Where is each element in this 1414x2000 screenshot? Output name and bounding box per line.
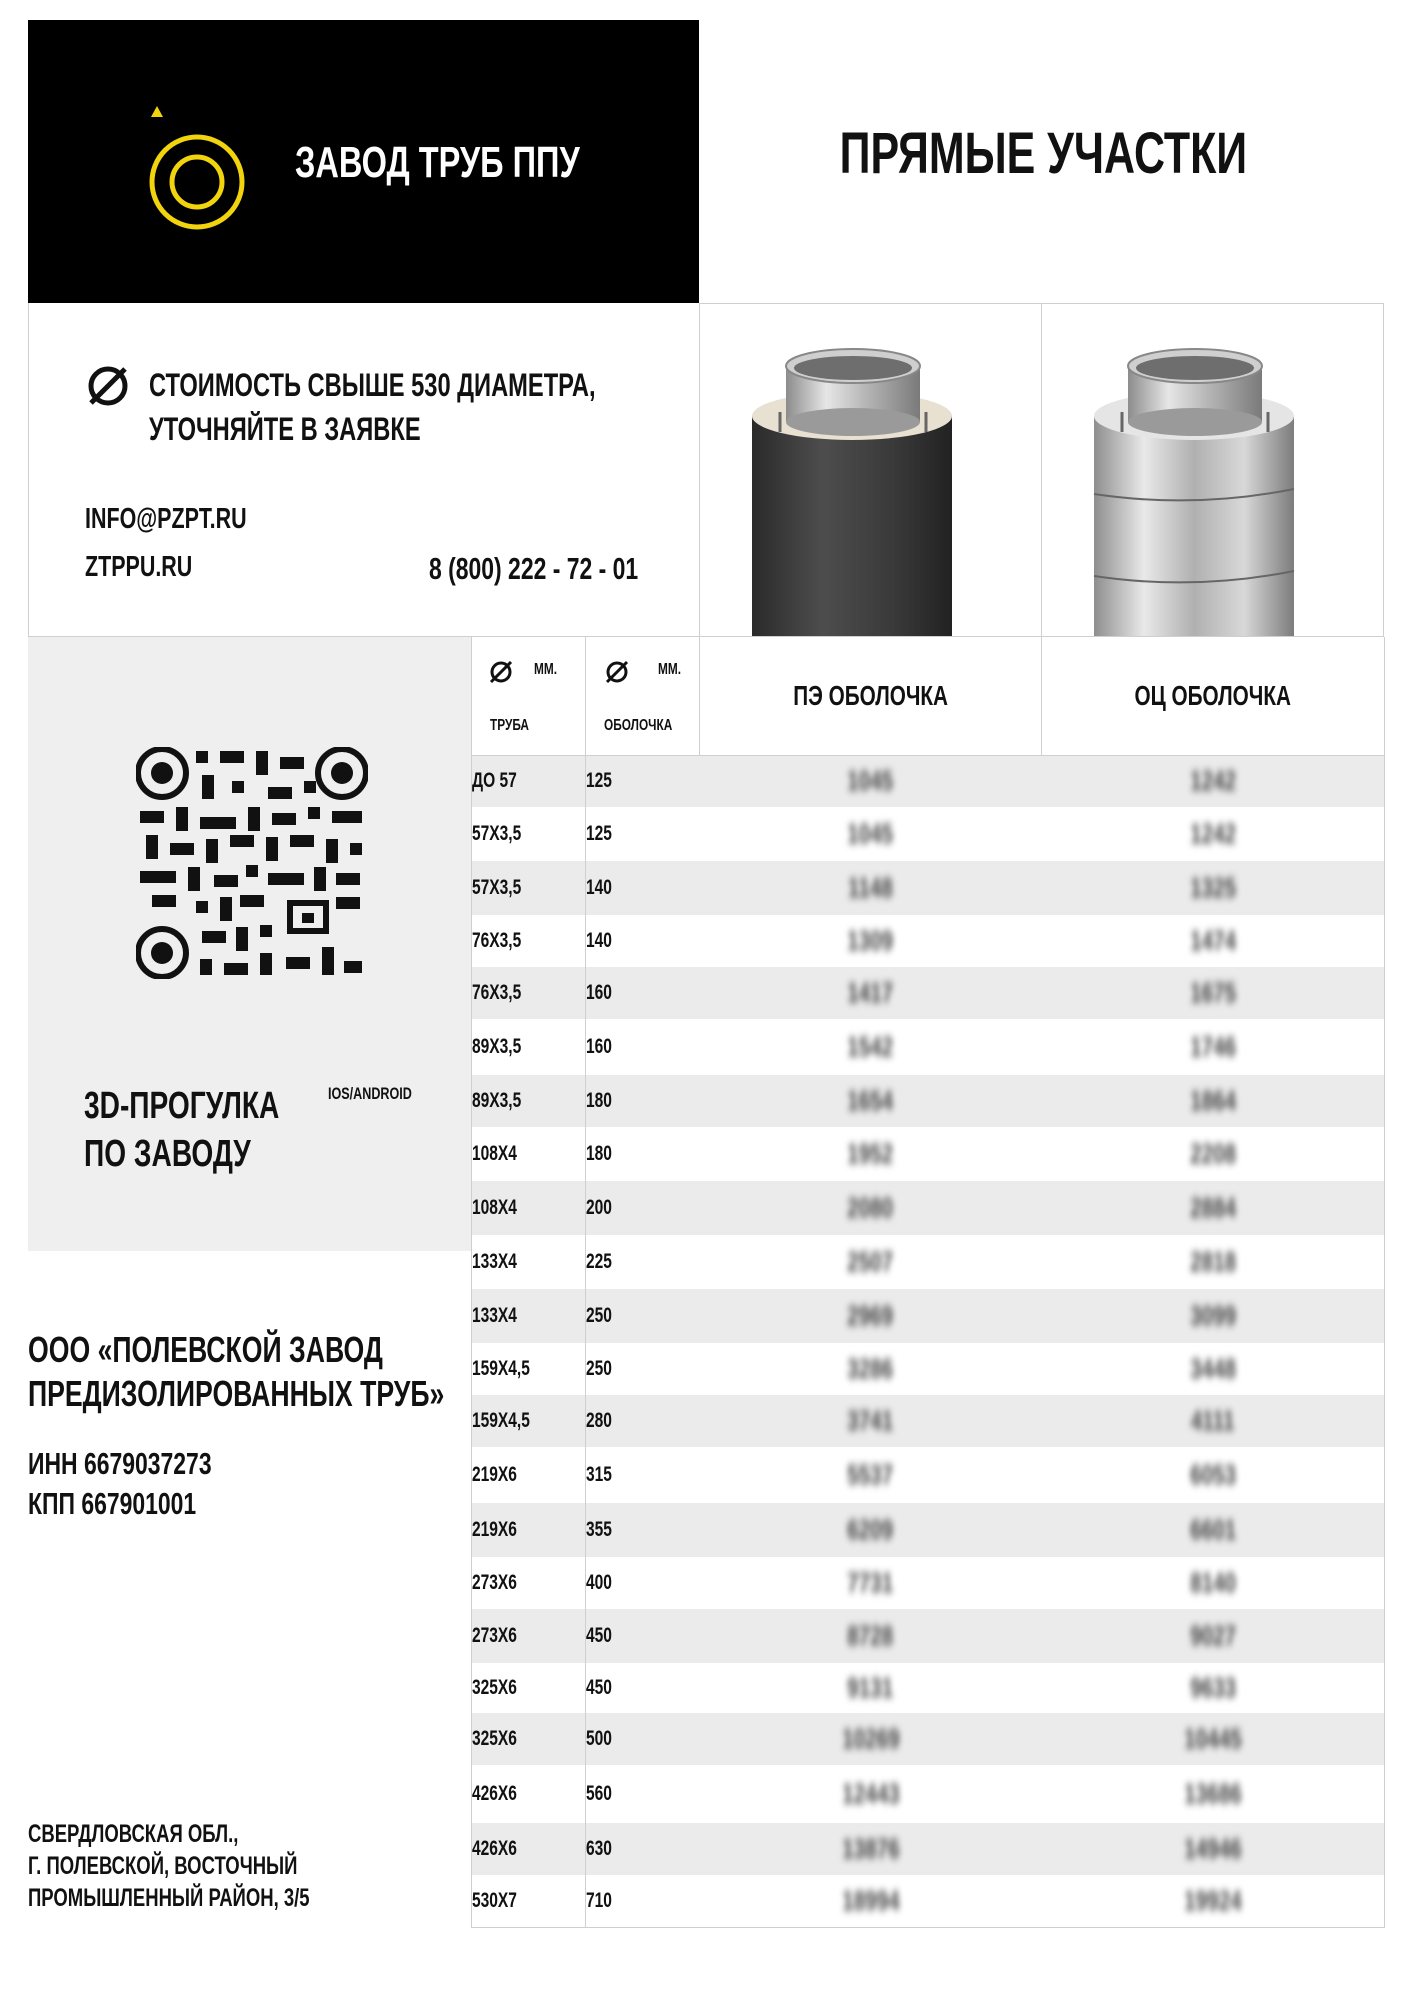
shell-size-cell: 355 bbox=[586, 1503, 700, 1557]
pe-price-cell: 1952 bbox=[847, 1138, 894, 1169]
oc-price-cell: 3448 bbox=[1042, 1343, 1385, 1395]
oc-price-cell: 2884 bbox=[1042, 1181, 1385, 1235]
table-row bbox=[472, 1181, 1385, 1235]
pe-price-cell: 13876 bbox=[700, 1823, 1042, 1875]
shell-size-cell: 250 bbox=[586, 1289, 700, 1343]
pe-price-cell: 18994 bbox=[700, 1875, 1042, 1927]
oc-price-cell: 1675 bbox=[1042, 967, 1385, 1019]
pe-price-cell: 3286 bbox=[847, 1353, 894, 1384]
table-row bbox=[472, 1713, 1385, 1765]
oc-price-cell: 1242 bbox=[1042, 755, 1385, 807]
pipe-size-cell: 426Х6 bbox=[472, 1765, 586, 1823]
pe-price-cell: 1654 bbox=[700, 1075, 1042, 1127]
table-row bbox=[472, 861, 1385, 915]
shell-size-cell: 400 bbox=[586, 1557, 700, 1609]
oc-pipe-drawing bbox=[1042, 304, 1384, 637]
pipe-size-cell: 159Х4,5 bbox=[472, 1343, 586, 1395]
pipe-size-cell: 133Х4 bbox=[472, 1235, 586, 1289]
qr-block bbox=[28, 637, 471, 1251]
pe-price-cell: 2969 bbox=[700, 1289, 1042, 1343]
table-row bbox=[472, 1447, 1385, 1503]
pe-price-cell: 10269 bbox=[700, 1713, 1042, 1765]
pe-pipe-drawing bbox=[700, 304, 1041, 637]
shell-size-cell: 315 bbox=[586, 1447, 700, 1503]
price-table bbox=[471, 637, 1385, 1928]
pipe-size-cell: 273Х6 bbox=[472, 1557, 586, 1609]
oc-price-cell: 1864 bbox=[1042, 1075, 1385, 1127]
oc-price-cell: 10445 bbox=[1042, 1713, 1385, 1765]
pe-price-cell: 6209 bbox=[700, 1503, 1042, 1557]
oc-price-cell: 14946 bbox=[1042, 1823, 1385, 1875]
pe-price-cell: 3741 bbox=[700, 1395, 1042, 1447]
table-row bbox=[472, 1557, 1385, 1609]
pe-price-cell: 1542 bbox=[847, 1031, 894, 1062]
pipe-size-cell: 325Х6 bbox=[472, 1663, 586, 1713]
table-row bbox=[472, 1235, 1385, 1289]
pipe-size-cell: 426Х6 bbox=[472, 1823, 586, 1875]
pipe-size-cell: 530Х7 bbox=[472, 1875, 586, 1927]
diameter-icon bbox=[85, 363, 131, 409]
pipe-size-cell: 108Х4 bbox=[472, 1181, 586, 1235]
pe-price-cell: 1045 bbox=[847, 818, 894, 849]
pipe-size-cell: 76Х3,5 bbox=[472, 967, 586, 1019]
oc-price-cell: 1746 bbox=[1042, 1019, 1385, 1075]
shell-size-cell: 710 bbox=[586, 1875, 700, 1927]
shell-size-cell: 140 bbox=[586, 861, 700, 915]
shell-size-cell: 225 bbox=[586, 1235, 700, 1289]
shell-size-cell: 630 bbox=[586, 1823, 700, 1875]
oc-price-cell: 19924 bbox=[1042, 1875, 1385, 1927]
shell-size-cell: 200 bbox=[586, 1181, 700, 1235]
shell-size-cell: 450 bbox=[586, 1609, 700, 1663]
diameter-icon bbox=[488, 659, 514, 685]
pipe-size-cell: 89Х3,5 bbox=[472, 1075, 586, 1127]
table-row bbox=[472, 1395, 1385, 1447]
inn-value: ИНН 6679037273 bbox=[28, 1446, 212, 1481]
shell-size-cell: 180 bbox=[586, 1075, 700, 1127]
pe-price-cell: 1417 bbox=[700, 967, 1042, 1019]
table-row bbox=[472, 1875, 1385, 1927]
oc-pipe-image bbox=[1041, 303, 1384, 637]
pipe-size-cell: ДО 57 bbox=[472, 755, 586, 807]
pe-price-cell: 1309 bbox=[847, 925, 894, 956]
table-row bbox=[472, 807, 1385, 861]
pipe-size-cell: 133Х4 bbox=[472, 1289, 586, 1343]
pipe-size-cell: 159Х4,5 bbox=[472, 1395, 586, 1447]
pe-pipe-image bbox=[699, 303, 1041, 637]
table-row bbox=[472, 1503, 1385, 1557]
shell-size-cell: 180 bbox=[586, 1127, 700, 1181]
pipe-size-cell: 89Х3,5 bbox=[472, 1019, 586, 1075]
pe-price-cell: 12443 bbox=[841, 1778, 900, 1809]
shell-column-header: ММ. ОБОЛОЧКА bbox=[586, 637, 700, 755]
pipe-size-cell: 219Х6 bbox=[472, 1447, 586, 1503]
pipe-size-cell: 76Х3,5 bbox=[472, 915, 586, 967]
pe-price-cell: 1045 bbox=[700, 755, 1042, 807]
table-row bbox=[472, 1289, 1385, 1343]
pe-price-cell: 2507 bbox=[847, 1246, 894, 1277]
company-name: ООО «ПОЛЕВСКОЙ ЗАВОД ПРЕДИЗОЛИРОВАННЫХ ТРУБ» bbox=[28, 1329, 445, 1414]
diameter-icon bbox=[604, 659, 630, 685]
pipe-size-cell: 57Х3,5 bbox=[472, 807, 586, 861]
pipe-column-header: ММ. ТРУБА bbox=[472, 637, 586, 755]
table-row bbox=[472, 915, 1385, 967]
oc-price-cell: 9633 bbox=[1042, 1663, 1385, 1713]
shell-size-cell: 450 bbox=[586, 1663, 700, 1713]
shell-size-cell: 125 bbox=[586, 807, 700, 861]
shell-size-cell: 560 bbox=[586, 1765, 700, 1823]
pipe-size-cell: 325Х6 bbox=[472, 1713, 586, 1765]
shell-size-cell: 250 bbox=[586, 1343, 700, 1395]
table-row bbox=[472, 1609, 1385, 1663]
table-row bbox=[472, 1127, 1385, 1181]
pe-price-cell: 2080 bbox=[700, 1181, 1042, 1235]
pipe-size-cell: 108Х4 bbox=[472, 1127, 586, 1181]
shell-size-cell: 280 bbox=[586, 1395, 700, 1447]
oc-price-cell: 1242 bbox=[1042, 807, 1385, 861]
oc-price-cell: 4111 bbox=[1042, 1395, 1385, 1447]
oc-price-cell: 13686 bbox=[1042, 1765, 1385, 1823]
shell-size-cell: 500 bbox=[586, 1713, 700, 1765]
page-title: ПРЯМЫЕ УЧАСТКИ bbox=[839, 121, 1247, 186]
pe-price-cell: 8728 bbox=[700, 1609, 1042, 1663]
site-link[interactable]: ZTPPU.RU bbox=[85, 551, 193, 583]
table-row bbox=[472, 1823, 1385, 1875]
diameter-notice: СТОИМОСТЬ СВЫШЕ 530 ДИАМЕТРА, УТОЧНЯЙТЕ В ЗАЯВКЕ bbox=[149, 367, 596, 447]
info-block bbox=[28, 303, 699, 637]
tour-label: 3D-ПРОГУЛКА ПО ЗАВОДУ bbox=[84, 1085, 280, 1175]
oc-price-cell: 2208 bbox=[1042, 1127, 1385, 1181]
table-row bbox=[472, 755, 1385, 807]
oc-price-cell: 3099 bbox=[1042, 1289, 1385, 1343]
platform-label: IOS/ANDROID bbox=[328, 1084, 412, 1103]
oc-price-cell: 1474 bbox=[1042, 915, 1385, 967]
table-row bbox=[472, 1019, 1385, 1075]
shell-size-cell: 125 bbox=[586, 755, 700, 807]
table-row bbox=[472, 1075, 1385, 1127]
oc-price-cell: 8140 bbox=[1042, 1557, 1385, 1609]
brand-name: ЗАВОД ТРУБ ППУ bbox=[295, 138, 580, 187]
table-row bbox=[472, 967, 1385, 1019]
pipe-size-cell: 273Х6 bbox=[472, 1609, 586, 1663]
email-link[interactable]: INFO@PZPT.RU bbox=[85, 503, 247, 535]
table-row bbox=[472, 1765, 1385, 1823]
pe-shell-header: ПЭ ОБОЛОЧКА bbox=[700, 637, 1042, 755]
shell-size-cell: 140 bbox=[586, 915, 700, 967]
address: СВЕРДЛОВСКАЯ ОБЛ., Г. ПОЛЕВСКОЙ, ВОСТОЧНЫЙ ПРОМЫШЛЕННЫЙ РАЙОН, 3/5 bbox=[28, 1820, 310, 1912]
qr-code-icon[interactable] bbox=[136, 747, 368, 979]
pe-price-cell: 9131 bbox=[847, 1672, 894, 1703]
shell-size-cell: 160 bbox=[586, 967, 700, 1019]
phone-link[interactable]: 8 (800) 222 - 72 - 01 bbox=[429, 551, 639, 586]
pe-price-cell: 1148 bbox=[700, 861, 1042, 915]
oc-price-cell: 1325 bbox=[1042, 861, 1385, 915]
pe-price-cell: 5537 bbox=[847, 1459, 894, 1490]
pipe-size-cell: 219Х6 bbox=[472, 1503, 586, 1557]
oc-price-cell: 6601 bbox=[1042, 1503, 1385, 1557]
oc-price-cell: 6053 bbox=[1042, 1447, 1385, 1503]
table-row bbox=[472, 1663, 1385, 1713]
ring-logo-icon bbox=[143, 100, 293, 240]
pipe-size-cell: 57Х3,5 bbox=[472, 861, 586, 915]
oc-price-cell: 9027 bbox=[1042, 1609, 1385, 1663]
pe-price-cell: 7731 bbox=[847, 1567, 894, 1598]
oc-price-cell: 2818 bbox=[1042, 1235, 1385, 1289]
kpp-value: КПП 667901001 bbox=[28, 1486, 197, 1521]
table-row bbox=[472, 1343, 1385, 1395]
oc-shell-header: ОЦ ОБОЛОЧКА bbox=[1042, 637, 1385, 755]
logo-block bbox=[28, 20, 699, 303]
shell-size-cell: 160 bbox=[586, 1019, 700, 1075]
